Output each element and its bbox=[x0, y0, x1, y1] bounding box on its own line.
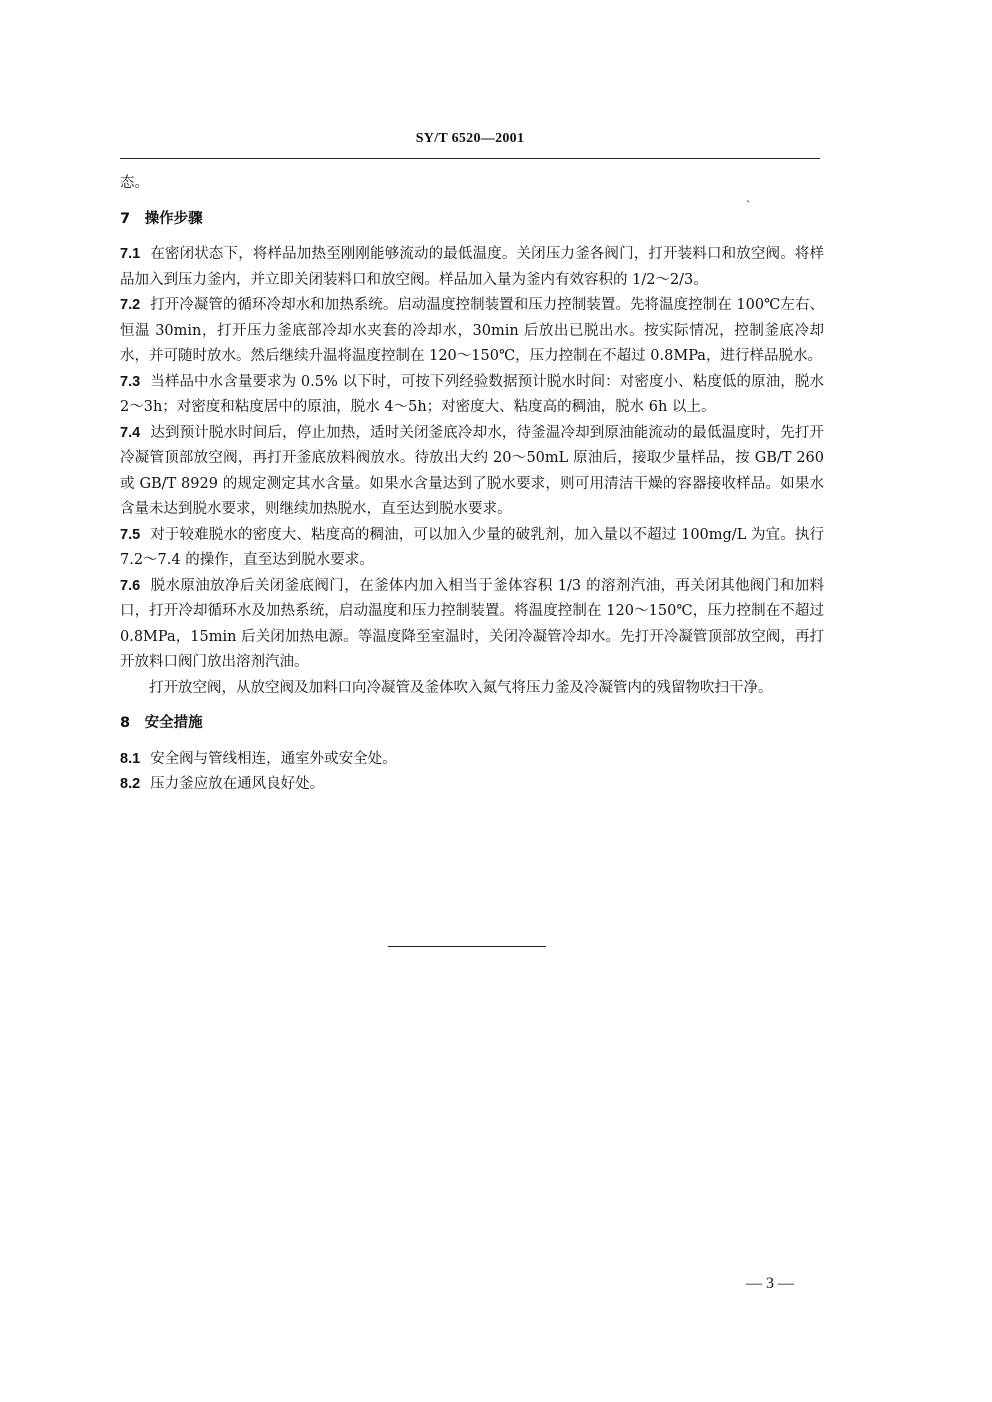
paragraph-number: 7.1 bbox=[120, 246, 141, 262]
header-rule bbox=[120, 158, 820, 159]
paragraph-text: 压力釜应放在通风良好处。 bbox=[150, 776, 325, 792]
paragraph-text: 脱水原油放净后关闭釜底阀门，在釜体内加入相当于釜体容积 1/3 的溶剂汽油，再关闭其他阀门和加料口，打开冷却循环水及加热系统，启动温度和压力控制装置。将温度控制在 120～150℃，压力控制在不超过 0.8MPa，15min 后关闭加热电源。等温度降至室温时，关闭冷凝管冷却水。先打开冷凝管顶部放空阀，再打开放料口阀门放出溶剂汽油。 bbox=[120, 577, 824, 670]
page-number: — 3 — bbox=[746, 1275, 794, 1292]
paragraph-number: 8.2 bbox=[120, 776, 141, 792]
paragraph-number: 7.6 bbox=[120, 577, 141, 594]
paragraph-number: 7.4 bbox=[120, 424, 141, 441]
paragraph-text: 在密闭状态下，将样品加热至刚刚能够流动的最低温度。关闭压力釜各阀门，打开装料口和放空阀。将样品加入到压力釜内，并立即关闭装料口和放空阀。样品加入量为釜内有效容积的 1/2～2/3。 bbox=[120, 246, 824, 288]
paragraph-8-1 bbox=[120, 747, 824, 773]
paragraph-text: 当样品中水含量要求为 0.5% 以下时，可按下列经验数据预计脱水时间：对密度小、粘度低的原油，脱水 2～3h；对密度和粘度居中的原油，脱水 4～5h；对密度大、粘度高的稠油，脱水 6h 以上。 bbox=[120, 373, 824, 415]
paragraph-7-4 bbox=[120, 421, 824, 523]
paragraph-text: 对于较难脱水的密度大、粘度高的稠油，可以加入少量的破乳剂，加入量以不超过 100mg/L 为宜。执行 7.2～7.4 的操作，直至达到脱水要求。 bbox=[120, 526, 824, 568]
section-8-title: 8 安全措施 bbox=[120, 715, 203, 731]
paragraph-7-6-continued: 打开放空阀，从放空阀及加料口向冷凝管及釜体吹入氮气将压力釜及冷凝管内的残留物吹扫干净。 bbox=[149, 679, 773, 696]
document-header: SY/T 6520—2001 bbox=[415, 131, 525, 146]
paragraph-text: 打开冷凝管的循环冷却水和加热系统。启动温度控制装置和压力控制装置。先将温度控制在 100℃左右、恒温 30min，打开压力釜底部冷却水夹套的冷却水，30min 后放出已脱出水。按实际情况，控制釜底冷却水，并可随时放水。然后继续升温将温度控制在 120～150℃，压力控制在不超过 0.8MPa，进行样品脱水。 bbox=[120, 297, 824, 364]
paragraph-7-5 bbox=[120, 523, 824, 574]
paragraph-7-6 bbox=[120, 574, 824, 676]
section-7-title: 7 操作步骤 bbox=[120, 210, 203, 227]
paragraph-number: 7.2 bbox=[120, 297, 141, 313]
paragraph-7-2 bbox=[120, 293, 824, 370]
paragraph-text: 安全阀与管线相连，通室外或安全处。 bbox=[150, 750, 397, 767]
paragraph-number: 7.3 bbox=[120, 373, 141, 390]
document-body bbox=[120, 171, 824, 798]
paragraph-7-3 bbox=[120, 370, 824, 421]
margin-mark: ˎ bbox=[746, 189, 751, 204]
paragraph-number: 8.1 bbox=[120, 750, 141, 767]
end-of-document-rule bbox=[388, 946, 546, 947]
paragraph-8-2 bbox=[120, 772, 824, 798]
paragraph-text: 达到预计脱水时间后，停止加热，适时关闭釜底冷却水，待釜温冷却到原油能流动的最低温度时，先打开冷凝管顶部放空阀，再打开釜底放料阀放水。待放出大约 20～50mL 原油后，接取少量样品，按 GB/T 260 或 GB/T 8929 的规定测定其水含量。如果水含量达到了脱水要求，则可用清洁干燥的容器接收样品。如果水含量未达到脱水要求，则继续加热脱水，直至达到脱水要求。 bbox=[120, 424, 824, 517]
paragraph-number: 7.5 bbox=[120, 526, 141, 543]
paragraph-7-1 bbox=[120, 242, 824, 293]
intro-text: 态。 bbox=[120, 175, 149, 191]
